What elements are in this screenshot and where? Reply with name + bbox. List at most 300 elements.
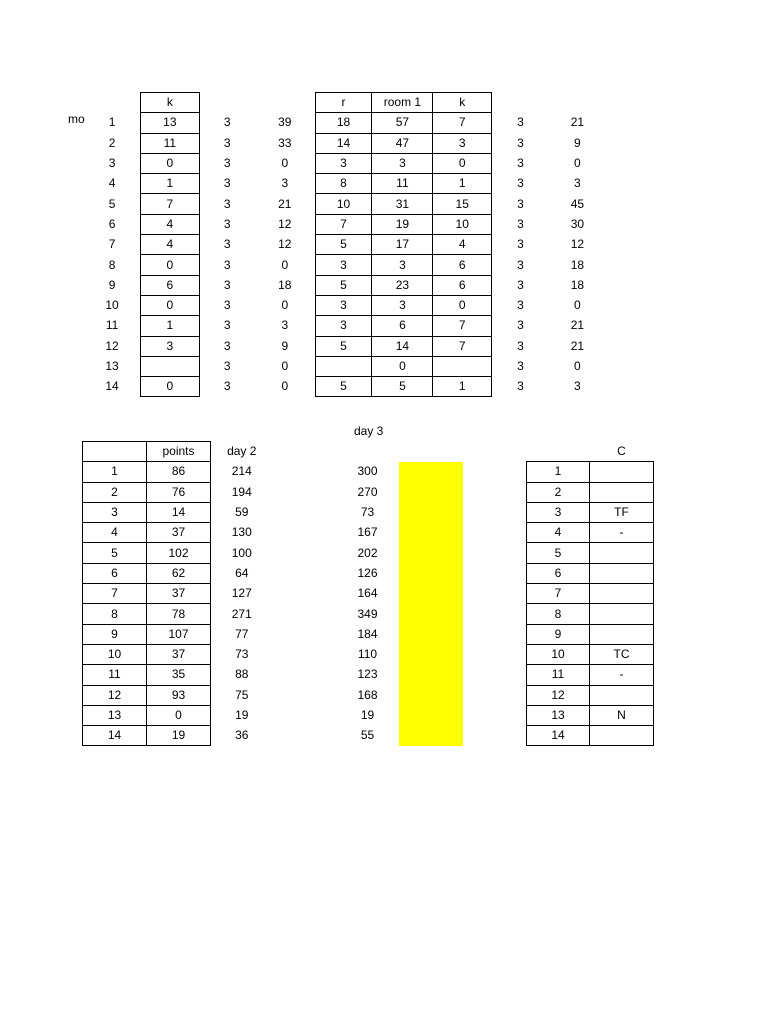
cell-day3: 202 [357,545,378,560]
header-k2: k [433,93,491,113]
cell-points: 86 [147,462,211,482]
right-row-number: 13 [527,705,590,725]
right-row-number: 14 [527,726,590,746]
cell-empty [463,523,527,543]
right-row-number: 8 [527,604,590,624]
cell-k2: 7 [433,336,491,356]
cell-room1: 3 [372,153,433,173]
cell-k [141,356,199,376]
cell-empty [606,235,656,255]
right-row-number: 7 [527,584,590,604]
cell-empty [463,482,527,502]
cell-empty [606,133,656,153]
cell-multiplier-2: 3 [517,216,524,231]
cell-multiplier: 3 [223,359,231,373]
cell-empty [606,174,656,194]
cell-day2: 130 [231,525,252,540]
cell-points: 37 [147,644,211,664]
bottom-table-row [83,523,654,543]
cell-empty [606,336,656,356]
cell-day2: 36 [235,728,249,743]
right-cell-partial: N [590,705,654,725]
cell-empty [463,705,527,725]
row-number: 4 [108,176,116,191]
cell-highlight [399,604,463,624]
cell-empty [273,665,337,685]
cell-multiplier-2: 3 [517,359,524,373]
cell-day2: 214 [231,464,252,479]
row-number: 10 [105,298,119,313]
cell-points: 19 [147,726,211,746]
cell-multiplier: 3 [223,176,231,191]
cell-multiplier-2: 3 [517,156,524,171]
bottom-table-row [83,705,654,725]
right-cell-partial: - [590,665,654,685]
top-table-row [84,194,656,214]
cell-empty [273,726,337,746]
right-cell-partial [590,624,654,644]
cell-empty [463,502,527,522]
cell-empty [273,604,337,624]
right-cell-partial [590,462,654,482]
cell-highlight [399,705,463,725]
cell-day2: 73 [235,647,249,662]
cell-multiplier: 3 [223,135,231,150]
cell-empty [463,462,527,482]
cell-k-product: 9 [281,338,289,353]
header-empty [84,93,141,113]
cell-r: 5 [315,235,372,255]
top-table-row [84,153,656,173]
cell-highlight [399,502,463,522]
header-empty [527,442,590,462]
cell-empty [463,644,527,664]
cell-k2-product: 3 [574,379,581,394]
row-number: 5 [83,543,147,563]
right-cell-partial [590,482,654,502]
cell-k-product: 12 [278,216,292,231]
row-number: 11 [83,665,147,685]
cell-k: 0 [141,153,199,173]
cell-empty [463,726,527,746]
cell-empty [273,644,337,664]
cell-points: 35 [147,665,211,685]
row-number: 1 [108,115,116,130]
top-table-row [84,336,656,356]
cell-k2: 6 [433,255,491,275]
cell-k-product: 39 [278,115,292,130]
right-row-number: 2 [527,482,590,502]
cell-multiplier-2: 3 [517,298,524,313]
header-empty [255,93,315,113]
top-table-row [84,275,656,295]
cell-multiplier: 3 [223,379,231,394]
cell-room1: 23 [372,275,433,295]
cell-empty [606,113,656,133]
row-number: 14 [83,726,147,746]
cell-k-product: 0 [281,298,289,313]
cell-k2-product: 21 [570,318,585,333]
cell-k2: 6 [433,275,491,295]
top-table-row [84,235,656,255]
cell-k2: 4 [433,235,491,255]
cell-empty [463,665,527,685]
cell-highlight [399,482,463,502]
cell-multiplier-2: 3 [517,176,524,191]
top-table-row [84,255,656,275]
bottom-table-row [83,482,654,502]
row-number: 12 [105,338,119,353]
cell-multiplier-2: 3 [517,277,524,292]
row-number: 3 [108,156,116,171]
cell-k2-product: 45 [570,196,585,211]
cell-points: 93 [147,685,211,705]
header-empty [463,442,527,462]
cell-day2: 271 [231,606,252,621]
bottom-table-row [83,665,654,685]
cell-k-product: 0 [281,379,289,394]
cell-empty [463,584,527,604]
cell-day2: 19 [235,708,249,722]
header-day3: day 3 [354,424,384,438]
row-number: 10 [83,644,147,664]
cell-multiplier: 3 [223,237,231,252]
row-number: 2 [108,135,116,150]
cell-r: 5 [315,336,372,356]
cell-empty [606,214,656,234]
cell-day2: 194 [231,484,252,499]
cell-points: 37 [147,523,211,543]
cell-empty [463,624,527,644]
row-number: 7 [83,584,147,604]
cell-room1: 57 [372,113,433,133]
cell-room1: 6 [372,316,433,336]
cell-multiplier: 3 [223,277,231,292]
cell-r: 18 [315,113,372,133]
right-row-number: 1 [527,462,590,482]
cell-k2-product: 9 [574,135,581,150]
cell-room1: 3 [372,295,433,315]
cell-k2-product: 18 [570,277,585,292]
cell-highlight [399,543,463,563]
cell-empty [273,563,337,583]
cell-empty [273,462,337,482]
row-number: 3 [83,502,147,522]
cell-room1: 19 [372,214,433,234]
row-number: 1 [83,462,147,482]
cell-multiplier-2: 3 [517,379,524,394]
bottom-table-row [83,624,654,644]
cell-empty [463,685,527,705]
cell-k2-product: 3 [574,176,581,191]
cell-day3: 110 [357,647,378,662]
cell-k: 4 [141,235,199,255]
cell-day3: 349 [357,606,378,621]
cell-highlight [399,665,463,685]
bottom-table-row [83,563,654,583]
cell-highlight [399,624,463,644]
header-empty [337,442,399,462]
cell-day2: 100 [231,545,252,560]
cell-multiplier-2: 3 [517,196,524,211]
cell-room1: 47 [372,133,433,153]
cell-room1: 5 [372,377,433,397]
cell-r: 3 [315,316,372,336]
header-empty [491,93,549,113]
cell-highlight [399,584,463,604]
right-header-partial: C [617,443,626,458]
right-row-number: 6 [527,563,590,583]
cell-room1: 11 [372,174,433,194]
cell-highlight [399,523,463,543]
cell-k-product: 18 [278,277,292,292]
right-cell-partial [590,584,654,604]
cell-empty [606,377,656,397]
cell-r: 7 [315,214,372,234]
cell-empty [273,584,337,604]
row-number: 6 [108,216,116,231]
cell-r: 3 [315,255,372,275]
row-number: 8 [108,257,116,272]
bottom-header-row [83,442,654,462]
cell-multiplier-2: 3 [517,338,524,353]
cell-k2: 7 [433,316,491,336]
cell-empty [273,502,337,522]
cell-k: 4 [141,214,199,234]
right-row-number: 10 [527,644,590,664]
cell-k: 1 [141,174,199,194]
cell-empty [273,543,337,563]
row-number: 4 [83,523,147,543]
cell-multiplier: 3 [223,196,231,211]
cell-empty [606,153,656,173]
bottom-table-row [83,584,654,604]
cell-empty [273,523,337,543]
header-day2: day 2 [227,444,257,459]
top-table-row [84,316,656,336]
row-number: 12 [83,685,147,705]
cell-room1: 31 [372,194,433,214]
cell-highlight [399,644,463,664]
cell-day2: 59 [235,505,249,520]
header-empty [273,442,337,462]
bottom-table-row [83,644,654,664]
cell-day3: 164 [357,586,378,601]
right-row-number: 12 [527,685,590,705]
cell-k2: 0 [433,153,491,173]
cell-empty [606,316,656,336]
cell-empty [606,194,656,214]
header-r: r [315,93,372,113]
cell-highlight [399,563,463,583]
bottom-table-row [83,462,654,482]
right-cell-partial [590,563,654,583]
right-row-number: 9 [527,624,590,644]
cell-points: 76 [147,482,211,502]
cell-multiplier: 3 [223,318,231,333]
cell-k2: 1 [433,377,491,397]
cell-k: 3 [141,336,199,356]
top-table-row [84,214,656,234]
cell-day3: 126 [357,565,378,580]
cell-room1: 17 [372,235,433,255]
cell-r: 8 [315,174,372,194]
row-number: 14 [105,379,119,394]
cell-k-product: 33 [278,135,292,150]
header-empty [606,93,656,113]
right-cell-partial: TF [590,502,654,522]
right-cell-partial: TC [590,644,654,664]
cell-day3: 167 [357,525,378,540]
header-empty [549,93,606,113]
row-number: 9 [108,277,116,292]
cell-k: 0 [141,255,199,275]
cell-empty [463,563,527,583]
cell-k2-product: 18 [570,257,585,272]
cell-day3: 300 [357,464,378,479]
cell-r [315,356,372,376]
cell-k-product: 3 [281,318,289,333]
cell-k2-product: 12 [570,237,585,252]
cell-empty [273,705,337,725]
cell-day3: 55 [360,728,375,743]
right-cell-partial: - [590,523,654,543]
cell-k-product: 12 [278,237,292,252]
bottom-table [82,441,654,746]
cell-r: 5 [315,275,372,295]
cell-k-product: 0 [281,257,289,272]
row-number: 8 [83,604,147,624]
cell-points: 0 [147,705,211,725]
cell-k2-product: 30 [570,216,585,231]
right-cell-partial [590,685,654,705]
header-points: points [147,442,211,462]
header-room1: room 1 [372,93,433,113]
cell-multiplier: 3 [223,257,231,272]
bottom-table-row [83,502,654,522]
bottom-table-row [83,726,654,746]
cell-k-product: 3 [281,176,289,191]
top-table [84,92,656,397]
cell-multiplier-2: 3 [517,237,524,252]
row-number: 2 [83,482,147,502]
cell-k: 11 [141,133,199,153]
row-number: 13 [83,705,147,725]
cell-k: 0 [141,377,199,397]
cell-points: 62 [147,563,211,583]
cell-k-product: 21 [278,196,292,211]
cell-points: 37 [147,584,211,604]
cell-highlight [399,462,463,482]
top-table-row [84,295,656,315]
cell-k2-product: 0 [574,359,581,373]
cell-day2: 88 [235,667,249,682]
header-k: k [141,93,199,113]
cell-r: 10 [315,194,372,214]
top-table-row [84,377,656,397]
cell-day2: 77 [235,626,249,641]
cell-empty [463,604,527,624]
cell-k2: 7 [433,113,491,133]
cell-k2: 15 [433,194,491,214]
row-number: 11 [105,318,119,333]
right-row-number: 3 [527,502,590,522]
cell-k2-product: 0 [574,156,581,171]
row-number: 6 [83,563,147,583]
cell-multiplier-2: 3 [517,257,524,272]
cell-multiplier: 3 [223,338,231,353]
cell-multiplier-2: 3 [517,115,524,130]
cell-k: 13 [141,113,199,133]
cell-room1: 0 [372,356,433,376]
cell-k2-product: 21 [570,115,585,130]
cell-r: 5 [315,377,372,397]
cell-empty [463,543,527,563]
cell-k-product: 0 [281,156,289,171]
right-cell-partial [590,543,654,563]
right-cell-partial [590,604,654,624]
cell-multiplier: 3 [223,115,231,130]
cell-k2 [433,356,491,376]
top-table-row [84,133,656,153]
cell-points: 14 [147,502,211,522]
cell-multiplier: 3 [223,156,231,171]
row-label-prefix: mo [68,112,85,126]
cell-k2-product: 0 [574,298,581,313]
cell-day3: 123 [357,667,378,682]
cell-k: 6 [141,275,199,295]
cell-points: 107 [147,624,211,644]
bottom-table-row [83,685,654,705]
top-table-row [84,113,656,133]
cell-multiplier-2: 3 [517,318,524,333]
cell-day3: 168 [357,687,378,702]
cell-multiplier: 3 [223,216,231,231]
cell-empty [273,624,337,644]
cell-k2: 1 [433,174,491,194]
cell-highlight [399,726,463,746]
right-row-number: 4 [527,523,590,543]
row-number: 7 [108,237,116,252]
cell-empty [606,275,656,295]
cell-empty [606,255,656,275]
cell-k-product: 0 [281,359,289,373]
cell-highlight [399,685,463,705]
cell-k2: 3 [433,133,491,153]
cell-points: 78 [147,604,211,624]
right-row-number: 11 [527,665,590,685]
cell-room1: 3 [372,255,433,275]
cell-k: 7 [141,194,199,214]
cell-empty [606,356,656,376]
cell-k2: 10 [433,214,491,234]
right-row-number: 5 [527,543,590,563]
cell-k2: 0 [433,295,491,315]
row-number: 5 [108,196,116,211]
bottom-table-row [83,604,654,624]
cell-k2-product: 21 [570,338,585,353]
cell-day3: 19 [360,708,375,722]
header-empty [199,93,255,113]
right-cell-partial [590,726,654,746]
cell-day3: 184 [357,626,378,641]
cell-room1: 14 [372,336,433,356]
cell-points: 102 [147,543,211,563]
cell-empty [273,482,337,502]
cell-k: 1 [141,316,199,336]
cell-day2: 127 [231,586,252,601]
cell-multiplier-2: 3 [517,135,524,150]
